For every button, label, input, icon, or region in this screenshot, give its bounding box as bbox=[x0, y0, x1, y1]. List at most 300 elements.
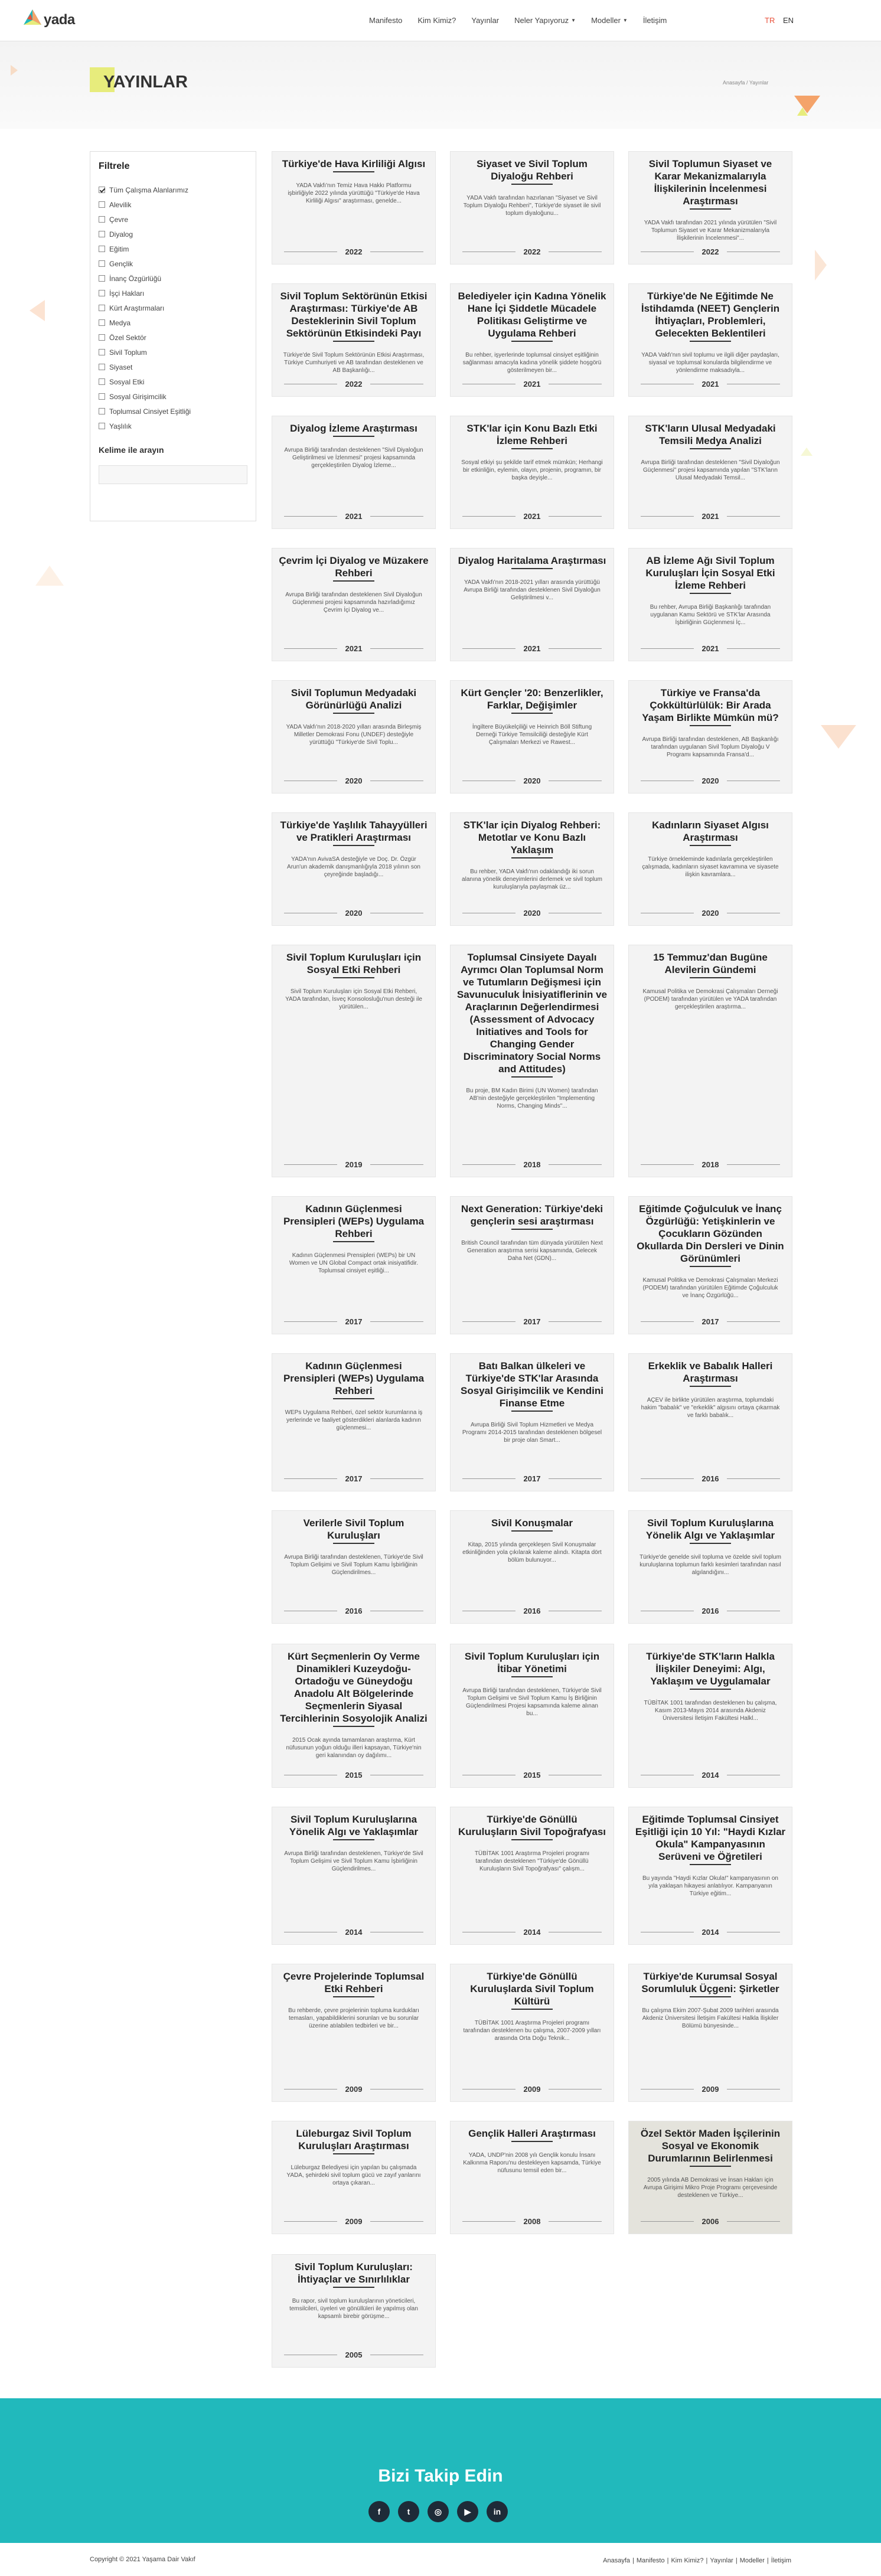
filter-option-label: İşçi Hakları bbox=[109, 289, 145, 298]
separator: | bbox=[632, 2557, 634, 2564]
publication-card[interactable] bbox=[628, 1353, 792, 1491]
nav-modeller[interactable] bbox=[591, 16, 628, 25]
separator: | bbox=[667, 2557, 669, 2564]
decor-triangle bbox=[35, 566, 64, 586]
card-year bbox=[284, 2350, 423, 2359]
filter-checkbox[interactable] bbox=[99, 260, 105, 267]
linkedin-icon[interactable]: in bbox=[487, 2501, 508, 2522]
filter-option[interactable] bbox=[99, 256, 247, 271]
card-title-text: Kadının Güçlenmesi Prensipleri (WEPs) Uygulama Rehberi bbox=[283, 1360, 425, 1396]
publication-card[interactable] bbox=[628, 1644, 792, 1788]
nav-yayinlar[interactable]: Yayınlar bbox=[471, 16, 500, 25]
card-year-text: 2009 bbox=[523, 2084, 541, 2094]
publication-card[interactable] bbox=[450, 2121, 614, 2234]
keyword-search-input[interactable] bbox=[99, 465, 247, 484]
card-year bbox=[462, 1928, 602, 1936]
card-year-text: 2022 bbox=[345, 247, 363, 256]
publication-card[interactable] bbox=[272, 416, 436, 529]
card-year bbox=[284, 776, 423, 785]
card-description: YADA Vakfı'nın 2018-2021 yılları arasında yürüttüğü Avrupa Birliği tarafından desteklenen Sivil Diyaloğun Geliştirilmesi v... bbox=[464, 579, 601, 601]
card-title-text: Eğitimde Çoğulculuk ve İnanç Özgürlüğü: Yetişkinlerin ve Çocukların Gözünden Okullarda Din Dersleri ve Dinin Görünümleri bbox=[637, 1203, 784, 1264]
card-title bbox=[635, 1813, 786, 1863]
title-underline bbox=[333, 713, 374, 714]
card-description: Avrupa Birliği tarafından desteklenen "Sivil Diyaloğun Güçlenmesi" projesi kapsamında yapılan "STK'ların Ulusal Medyadaki Temsil... bbox=[641, 459, 780, 481]
twitter-icon[interactable]: t bbox=[398, 2501, 419, 2522]
card-title bbox=[635, 1517, 786, 1542]
card-year bbox=[284, 380, 423, 388]
publication-card[interactable] bbox=[628, 1807, 792, 1945]
card-description: Avrupa Birliği tarafından desteklenen, Türkiye'de Sivil Toplum Gelişimi ve Sivil Toplum Kamu İş Birliğinin Güçlendirilmesi Projesi kapsamında kaleme alınan bu... bbox=[462, 1687, 602, 1717]
publication-card[interactable] bbox=[450, 945, 614, 1177]
publication-card[interactable] bbox=[272, 283, 436, 397]
decor-triangle bbox=[821, 725, 856, 749]
title-underline bbox=[511, 1839, 553, 1840]
filter-option[interactable] bbox=[99, 360, 247, 374]
card-year bbox=[641, 1607, 780, 1615]
card-title-text: Sivil Toplum Kuruluşları için Sosyal Etki Rehberi bbox=[286, 952, 422, 975]
footer-link[interactable]: İletişim bbox=[771, 2557, 791, 2564]
title-underline bbox=[690, 2166, 731, 2167]
publication-card[interactable] bbox=[628, 2121, 792, 2234]
publication-card[interactable] bbox=[628, 1964, 792, 2102]
copyright: Copyright © 2021 Yaşama Dair Vakıf bbox=[90, 2556, 195, 2563]
publication-card[interactable] bbox=[628, 1510, 792, 1624]
logo-icon bbox=[22, 8, 43, 28]
nav-manifesto[interactable]: Manifesto bbox=[369, 16, 403, 25]
separator: | bbox=[735, 2557, 738, 2564]
card-title bbox=[278, 2261, 429, 2286]
card-description: YADA Vakfı tarafından hazırlanan "Siyaset ve Sivil Toplum Diyaloğu Rehberi", Türkiye'de siyaset ile sivil toplum diyaloğunu... bbox=[463, 195, 601, 217]
card-title bbox=[635, 290, 786, 339]
title-underline bbox=[333, 436, 374, 437]
title-underline bbox=[511, 1676, 553, 1677]
card-title bbox=[635, 1203, 786, 1265]
publication-card[interactable] bbox=[450, 1964, 614, 2102]
card-year bbox=[641, 776, 780, 785]
card-year-text: 2017 bbox=[345, 1474, 363, 1483]
card-year-text: 2009 bbox=[345, 2216, 363, 2226]
publication-card[interactable] bbox=[272, 548, 436, 661]
card-year bbox=[641, 2085, 780, 2093]
filter-option-label: Gençlik bbox=[109, 259, 133, 268]
filter-option[interactable] bbox=[99, 389, 247, 404]
card-title-text: Batı Balkan ülkeleri ve Türkiye'de STK'lar Arasında Sosyal Girişimcilik ve Kendini Finanse Etme bbox=[461, 1360, 603, 1409]
card-year bbox=[462, 247, 602, 256]
card-year-text: 2008 bbox=[523, 2216, 541, 2226]
filter-checkbox[interactable] bbox=[99, 423, 105, 429]
filter-option[interactable] bbox=[99, 419, 247, 433]
card-year bbox=[641, 2217, 780, 2225]
filter-option[interactable] bbox=[99, 374, 247, 389]
title-underline bbox=[690, 1386, 731, 1387]
title-underline bbox=[511, 2141, 553, 2142]
card-description: British Council tarafından tüm dünyada yürütülen Next Generation araştırma serisi kapsamında, Gelecek Daha Net (GDN)... bbox=[461, 1240, 603, 1262]
filter-option[interactable] bbox=[99, 315, 247, 330]
publication-card[interactable] bbox=[272, 680, 436, 794]
publication-card[interactable] bbox=[272, 2254, 436, 2368]
filter-checkbox[interactable] bbox=[99, 201, 105, 208]
filter-option[interactable] bbox=[99, 286, 247, 301]
card-title-text: Sivil Toplum Kuruluşlarına Yönelik Algı ve Yaklaşımlar bbox=[289, 1814, 419, 1837]
lang-tr[interactable]: TR bbox=[765, 16, 775, 25]
card-year bbox=[284, 644, 423, 652]
card-description: Avrupa Birliği Sivil Toplum Hizmetleri ve Medya Programı 2014-2015 tarafından desteklenen bölgesel bir proje olan Smart... bbox=[462, 1422, 602, 1444]
card-title-text: Türkiye ve Fransa'da Çokkültürlülük: Bir Arada Yaşam Birlikte Mümkün mü? bbox=[642, 687, 779, 723]
filter-checkbox[interactable] bbox=[99, 290, 105, 296]
publication-card[interactable] bbox=[450, 548, 614, 661]
card-year bbox=[641, 1928, 780, 1936]
card-year bbox=[641, 1317, 780, 1325]
card-description: Bu rapor, sivil toplum kuruluşlarının yöneticileri, temsilcileri, üyeleri ve gönüllüleri ile yapılmış olan kapsamlı birebir görüşme... bbox=[289, 2298, 418, 2320]
follow-title: Bizi Takip Edin bbox=[378, 2466, 503, 2486]
publication-card[interactable] bbox=[450, 1353, 614, 1491]
card-year bbox=[284, 2217, 423, 2225]
title-underline bbox=[511, 2009, 553, 2010]
card-year-text: 2017 bbox=[523, 1317, 541, 1326]
filter-checkbox[interactable] bbox=[99, 305, 105, 311]
card-title bbox=[635, 1970, 786, 1995]
filter-option-label: Özel Sektör bbox=[109, 333, 146, 342]
title-underline bbox=[690, 341, 731, 342]
card-year bbox=[462, 1771, 602, 1779]
card-title bbox=[278, 1970, 429, 1995]
publication-card[interactable] bbox=[450, 416, 614, 529]
filter-option-label: Eğitim bbox=[109, 244, 129, 253]
title-underline bbox=[333, 2287, 374, 2288]
filter-list bbox=[99, 182, 247, 433]
card-description: TÜBİTAK 1001 Araştırma Projeleri programı tarafından desteklenen bu çalışma, 2007-2009 yılları arasında Orta Doğu Teknik... bbox=[463, 2020, 601, 2042]
card-year-text: 2018 bbox=[523, 1160, 541, 1169]
card-title-text: Siyaset ve Sivil Toplum Diyaloğu Rehberi bbox=[477, 158, 588, 182]
card-description: Türkiye'de genelde sivil topluma ve özelde sivil toplum kuruluşlarına toplumun farklı kesimleri tarafından nasıl algılandığını... bbox=[639, 1554, 781, 1576]
publication-card[interactable] bbox=[450, 151, 614, 265]
card-year-text: 2021 bbox=[345, 511, 363, 521]
card-description: TÜBİTAK 1001 tarafından desteklenen bu çalışma, Kasım 2013-Mayıs 2014 arasında Akdeniz Üniversitesi İletişim Fakültesi Halkl... bbox=[644, 1700, 777, 1722]
title-underline bbox=[690, 1543, 731, 1544]
title-underline bbox=[511, 341, 553, 342]
card-title-text: Türkiye'de Gönüllü Kuruluşlarda Sivil Toplum Kültürü bbox=[470, 1971, 594, 2007]
title-underline bbox=[333, 1996, 374, 1997]
publication-card[interactable] bbox=[272, 2121, 436, 2234]
card-title bbox=[456, 1813, 608, 1838]
card-description: 2005 yılında AB Demokrasi ve İnsan Hakları için Avrupa Girişimi Mikro Proje Programı çerçevesinde desteklenen ve Türkiye... bbox=[643, 2177, 778, 2199]
publication-card[interactable] bbox=[272, 1807, 436, 1945]
card-title bbox=[635, 2127, 786, 2164]
card-title bbox=[278, 951, 429, 976]
card-year bbox=[641, 512, 780, 520]
card-year-text: 2020 bbox=[345, 776, 363, 785]
title-underline bbox=[690, 845, 731, 846]
footer-link[interactable]: Kim Kimiz? bbox=[671, 2557, 704, 2564]
card-year-text: 2016 bbox=[701, 1606, 719, 1615]
filter-option[interactable] bbox=[99, 330, 247, 345]
card-year bbox=[284, 247, 423, 256]
card-title-text: STK'lar için Diyalog Rehberi: Metotlar ve Konu Bazlı Yaklaşım bbox=[463, 820, 601, 856]
card-title bbox=[456, 1650, 608, 1675]
card-title-text: Kadınların Siyaset Algısı Araştırması bbox=[652, 820, 769, 843]
title-underline bbox=[690, 208, 731, 210]
card-title bbox=[456, 1360, 608, 1409]
separator: | bbox=[706, 2557, 708, 2564]
card-title bbox=[278, 1517, 429, 1542]
filter-option[interactable] bbox=[99, 404, 247, 419]
footer-link[interactable]: Manifesto bbox=[636, 2557, 665, 2564]
decor-triangle bbox=[794, 96, 820, 113]
card-year-text: 2009 bbox=[345, 2084, 363, 2094]
card-year-text: 2009 bbox=[701, 2084, 719, 2094]
title-underline bbox=[333, 1398, 374, 1399]
card-year-text: 2017 bbox=[523, 1474, 541, 1483]
card-title bbox=[278, 1813, 429, 1838]
card-year-text: 2005 bbox=[345, 2350, 363, 2359]
card-year-text: 2021 bbox=[523, 379, 541, 388]
card-year bbox=[641, 644, 780, 652]
card-title bbox=[635, 422, 786, 447]
card-year bbox=[462, 512, 602, 520]
title-underline bbox=[511, 857, 553, 858]
card-year-text: 2020 bbox=[701, 908, 719, 918]
card-title-text: Gençlik Halleri Araştırması bbox=[468, 2128, 596, 2139]
publication-card[interactable] bbox=[628, 151, 792, 265]
card-year-text: 2017 bbox=[701, 1317, 719, 1326]
publication-card[interactable] bbox=[628, 680, 792, 794]
title-underline bbox=[690, 1266, 731, 1267]
filter-option-label: Tüm Çalışma Alanlarımız bbox=[109, 185, 189, 194]
publication-card[interactable] bbox=[628, 283, 792, 397]
publication-card[interactable] bbox=[628, 416, 792, 529]
card-title bbox=[456, 422, 608, 447]
card-title-text: Sivil Toplum Sektörünün Etkisi Araştırması: Türkiye'de AB Desteklerinin Sivil Toplum Sektörünün Etkisindeki Payı bbox=[280, 290, 428, 339]
title-underline bbox=[511, 1076, 553, 1078]
nav-kim-kimiz[interactable]: Kim Kimiz? bbox=[417, 16, 456, 25]
filter-option[interactable] bbox=[99, 182, 247, 197]
card-year bbox=[641, 1474, 780, 1483]
card-year-text: 2016 bbox=[523, 1606, 541, 1615]
facebook-icon[interactable]: f bbox=[368, 2501, 390, 2522]
card-title bbox=[456, 554, 608, 567]
publication-card[interactable] bbox=[628, 945, 792, 1177]
filter-option[interactable] bbox=[99, 345, 247, 360]
card-title bbox=[278, 819, 429, 844]
card-title-text: Sivil Toplum Kuruluşlarına Yönelik Algı ve Yaklaşımlar bbox=[645, 1517, 775, 1541]
filter-option-label: Diyalog bbox=[109, 230, 133, 239]
card-year-text: 2014 bbox=[523, 1927, 541, 1937]
card-title-text: Sivil Toplumun Medyadaki Görünürlüğü Analizi bbox=[291, 687, 417, 711]
card-year bbox=[284, 512, 423, 520]
card-title-text: Çevre Projelerinde Toplumsal Etki Rehberi bbox=[283, 1971, 425, 1994]
breadcrumb[interactable]: Anasayfa / Yayınlar bbox=[723, 80, 769, 86]
nav-modeller-label: Modeller bbox=[591, 16, 621, 25]
logo[interactable] bbox=[22, 8, 81, 32]
card-year-text: 2020 bbox=[345, 908, 363, 918]
publication-card[interactable] bbox=[450, 1196, 614, 1334]
title-underline bbox=[690, 1689, 731, 1690]
decor-triangle bbox=[30, 300, 45, 321]
filter-option-label: Sivil Toplum bbox=[109, 348, 147, 357]
filter-checkbox[interactable] bbox=[99, 378, 105, 385]
main-nav bbox=[369, 16, 682, 25]
card-description: Avrupa Birliği tarafından desteklenen, Türkiye'de Sivil Toplum Gelişimi ve Sivil Toplum Kamu İşbirliğinin Güçlendirilmes... bbox=[284, 1850, 423, 1872]
card-title bbox=[278, 1360, 429, 1397]
filter-checkbox[interactable] bbox=[99, 231, 105, 237]
filter-checkbox[interactable] bbox=[99, 393, 105, 400]
language-switcher bbox=[765, 16, 794, 25]
title-underline bbox=[333, 1726, 374, 1727]
card-description: Bu rehber, işyerlerinde toplumsal cinsiyet eşitliğinin sağlanması amacıyla kadına yönelik şiddete hoşgörü gösterilmeyen bir... bbox=[462, 352, 602, 374]
filter-panel bbox=[90, 151, 256, 521]
card-year bbox=[641, 1771, 780, 1779]
card-title-text: Kürt Seçmenlerin Oy Verme Dinamikleri Kuzeydoğu-Ortadoğu ve Güneydoğu Anadolu Alt Bölgelerinde Seçmenlerin Siyasal Tercihlerinin Sosyolojik Analizi bbox=[280, 1651, 428, 1724]
card-description: Bu yayında "Haydi Kızlar Okula!" kampanyasının on yıla yaklaşan hikayesi anlatılıyor. Kampanyanın Türkiye eğitim... bbox=[642, 1875, 778, 1897]
title-underline bbox=[333, 845, 374, 846]
publication-card[interactable] bbox=[272, 812, 436, 926]
filter-option-label: Kürt Araştırmaları bbox=[109, 303, 165, 312]
footer-link[interactable]: Modeller bbox=[739, 2557, 765, 2564]
filter-option[interactable] bbox=[99, 241, 247, 256]
title-underline bbox=[333, 171, 374, 172]
card-title-text: Türkiye'de Gönüllü Kuruluşların Sivil Topoğrafyası bbox=[458, 1814, 606, 1837]
title-underline bbox=[333, 1839, 374, 1840]
filter-option[interactable] bbox=[99, 197, 247, 212]
card-title-text: Sivil Konuşmalar bbox=[491, 1517, 573, 1529]
publication-card[interactable] bbox=[628, 548, 792, 661]
filter-option[interactable] bbox=[99, 271, 247, 286]
card-year-text: 2017 bbox=[345, 1317, 363, 1326]
title-underline bbox=[690, 977, 731, 978]
publication-card[interactable] bbox=[450, 1644, 614, 1788]
footer-link[interactable]: Yayınlar bbox=[710, 2557, 733, 2564]
card-title-text: Türkiye'de Yaşlılık Tahayyülleri ve Pratikleri Araştırması bbox=[280, 820, 428, 843]
card-title-text: Türkiye'de Ne Eğitimde Ne İstihdamda (NEET) Gençlerin İhtiyaçları, Problemleri, Gelecekten Beklentileri bbox=[641, 290, 780, 339]
nav-iletisim[interactable]: İletişim bbox=[642, 16, 667, 25]
card-year bbox=[462, 1474, 602, 1483]
separator: | bbox=[766, 2557, 769, 2564]
youtube-icon[interactable]: ▶ bbox=[457, 2501, 478, 2522]
card-year-text: 2014 bbox=[701, 1927, 719, 1937]
filter-checkbox[interactable] bbox=[99, 334, 105, 341]
card-year-text: 2021 bbox=[523, 644, 541, 653]
logo-text: yada bbox=[44, 12, 75, 28]
publication-card[interactable] bbox=[628, 1196, 792, 1334]
filter-checkbox[interactable] bbox=[99, 246, 105, 252]
filter-checkbox[interactable] bbox=[99, 187, 105, 193]
page-title: YAYINLAR bbox=[103, 73, 188, 92]
publication-card[interactable] bbox=[272, 1510, 436, 1624]
filter-option-label: Medya bbox=[109, 318, 131, 327]
publication-card[interactable] bbox=[450, 283, 614, 397]
decor-triangle bbox=[801, 448, 813, 456]
card-title bbox=[635, 951, 786, 976]
card-description: Avrupa Birliği tarafından desteklenen, Türkiye'de Sivil Toplum Gelişimi ve Sivil Toplum Kamu İşbirliğinin Güçlendirilmes... bbox=[284, 1554, 423, 1576]
filter-option[interactable] bbox=[99, 227, 247, 241]
filter-option[interactable] bbox=[99, 301, 247, 315]
card-description: YADA Vakfı tarafından 2021 yılında yürütülen "Sivil Toplumun Siyaset ve Karar Mekanizmalarıyla İlişkilerinin İncelenmesi"... bbox=[644, 220, 777, 241]
card-year-text: 2021 bbox=[701, 644, 719, 653]
card-title-text: Erkeklik ve Babalık Halleri Araştırması bbox=[648, 1360, 773, 1384]
publication-card[interactable] bbox=[450, 1510, 614, 1624]
publication-card[interactable] bbox=[272, 945, 436, 1177]
card-description: Bu çalışma Ekim 2007-Şubat 2009 tarihleri arasında Akdeniz Üniversitesi İletişim Fakültesi Halkla İlişkiler Bölümü bünyesinde... bbox=[642, 2007, 779, 2029]
publication-card[interactable] bbox=[628, 812, 792, 926]
filter-checkbox[interactable] bbox=[99, 408, 105, 414]
card-title bbox=[278, 158, 429, 170]
card-year bbox=[462, 2217, 602, 2225]
card-title bbox=[456, 290, 608, 339]
publication-card[interactable] bbox=[272, 1964, 436, 2102]
publication-card[interactable] bbox=[272, 1196, 436, 1334]
card-description: Sosyal etkiyi şu şekilde tarif etmek mümkün; Herhangi bir etkinliğin, eylemin, olayın, projenin, programın, bir başka deyişle... bbox=[461, 459, 603, 481]
card-title bbox=[635, 554, 786, 592]
instagram-icon[interactable]: ◎ bbox=[428, 2501, 449, 2522]
card-title-text: Lüleburgaz Sivil Toplum Kuruluşları Araştırması bbox=[296, 2128, 412, 2151]
card-title bbox=[278, 554, 429, 579]
card-year-text: 2015 bbox=[523, 1770, 541, 1780]
card-description: Lüleburgaz Belediyesi için yapılan bu çalışmada YADA, şehirdeki sivil toplum gücü ve zayıf yanlarını ortaya çıkaran... bbox=[286, 2164, 421, 2186]
publication-card[interactable] bbox=[450, 812, 614, 926]
card-title-text: Sivil Toplum Kuruluşları için İtibar Yönetimi bbox=[464, 1651, 600, 1674]
filter-checkbox[interactable] bbox=[99, 216, 105, 223]
title-underline bbox=[333, 580, 374, 582]
card-year-text: 2021 bbox=[701, 511, 719, 521]
filter-checkbox[interactable] bbox=[99, 349, 105, 355]
card-year-text: 2022 bbox=[523, 247, 541, 256]
card-title bbox=[456, 819, 608, 856]
filter-option-label: Alevilik bbox=[109, 200, 132, 209]
card-title bbox=[456, 1517, 608, 1529]
title-underline bbox=[511, 713, 553, 714]
card-description: Türkiye örnekleminde kadınlarla gerçekleştirilen çalışmada, kadınların siyaset kavramına ve siyasete ilişkin kavramlara... bbox=[642, 856, 779, 878]
publication-card[interactable] bbox=[272, 151, 436, 265]
card-description: YADA Vakfı'nın Temiz Hava Hakkı Platformu işbirliğiyle 2022 yılında yürüttüğü "Türkiye'de Hava Kirliliği Algısı" araştırması, genelde... bbox=[288, 182, 420, 204]
card-title bbox=[278, 290, 429, 339]
publication-card[interactable] bbox=[272, 1644, 436, 1788]
card-title-text: Eğitimde Toplumsal Cinsiyet Eşitliği için 10 Yıl: "Haydi Kızlar Okula" Kampanyasının Serüveni ve Öğretileri bbox=[635, 1814, 786, 1862]
title-underline bbox=[511, 184, 553, 185]
lang-en[interactable]: EN bbox=[782, 16, 794, 25]
publication-card[interactable] bbox=[450, 1807, 614, 1945]
card-title-text: Diyalog İzleme Araştırması bbox=[290, 423, 417, 434]
filter-checkbox[interactable] bbox=[99, 364, 105, 370]
filter-title: Filtrele bbox=[99, 161, 130, 171]
card-title bbox=[635, 819, 786, 844]
card-year bbox=[641, 247, 780, 256]
title-underline bbox=[690, 448, 731, 449]
card-description: Kadının Güçlenmesi Prensipleri (WEPs) bir UN Women ve UN Global Compact ortak inisiyatifidir. Toplumsal cinsiyet eşitliği... bbox=[289, 1252, 419, 1274]
publication-card[interactable] bbox=[272, 1353, 436, 1491]
card-year bbox=[641, 1160, 780, 1168]
card-year bbox=[641, 380, 780, 388]
filter-option-label: Toplumsal Cinsiyet Eşitliği bbox=[109, 407, 191, 416]
nav-neler-yapiyoruz-label: Neler Yapıyoruz bbox=[514, 16, 569, 25]
decor-triangle bbox=[11, 65, 18, 76]
publication-card[interactable] bbox=[450, 680, 614, 794]
card-year bbox=[284, 1928, 423, 1936]
card-year bbox=[284, 1474, 423, 1483]
filter-option[interactable] bbox=[99, 212, 247, 227]
footer-link[interactable]: Anasayfa bbox=[603, 2557, 631, 2564]
card-title-text: AB İzleme Ağı Sivil Toplum Kuruluşları İçin Sosyal Etki İzleme Rehberi bbox=[645, 555, 775, 591]
card-title-text: Türkiye'de STK'ların Halkla İlişkiler Deneyimi: Algı, Yaklaşım ve Uygulamalar bbox=[646, 1651, 775, 1687]
card-description: Avrupa Birliği tarafından desteklenen, AB Başkanlığı tarafından uygulanan Sivil Toplum Diyaloğu V Programı kapsamında Fransa'd... bbox=[642, 736, 779, 758]
filter-checkbox[interactable] bbox=[99, 275, 105, 282]
filter-checkbox[interactable] bbox=[99, 319, 105, 326]
card-year-text: 2022 bbox=[345, 379, 363, 388]
card-year-text: 2021 bbox=[701, 379, 719, 388]
card-title-text: Özel Sektör Maden İşçilerinin Sosyal ve Ekonomik Durumlarının Belirlenmesi bbox=[640, 2128, 781, 2164]
card-description: 2015 Ocak ayında tamamlanan araştırma, Kürt nüfusunun yoğun olduğu illeri kapsayan, Türkiye'nin geri kalanından oy dağılımı... bbox=[286, 1737, 422, 1759]
title-underline bbox=[333, 2153, 374, 2154]
nav-neler-yapiyoruz[interactable] bbox=[514, 16, 576, 25]
